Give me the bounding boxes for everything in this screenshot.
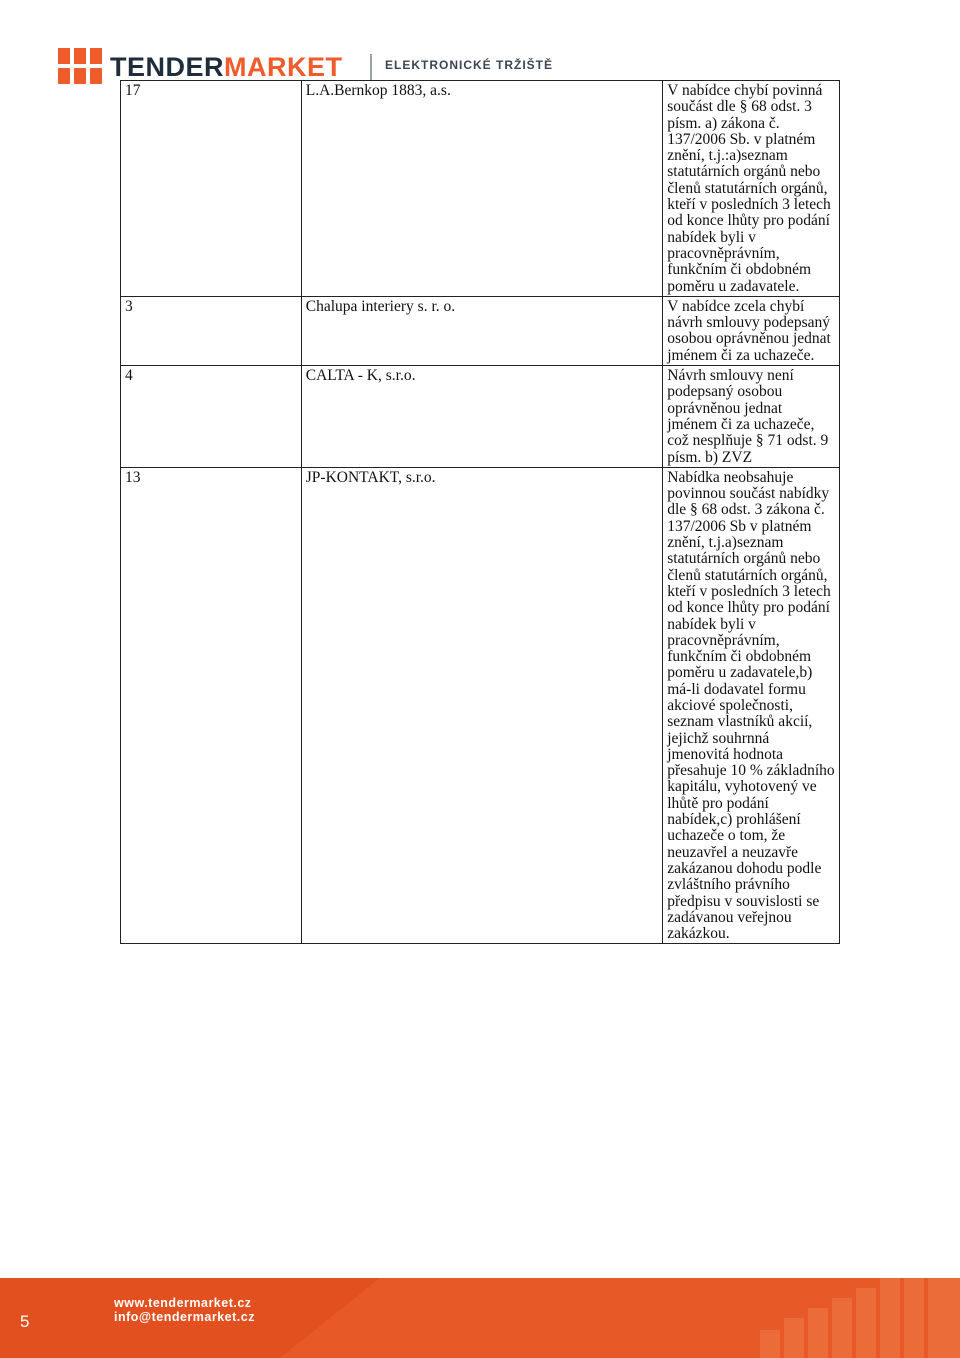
logo-wordmark: [110, 50, 343, 84]
footer-contacts: [114, 1296, 255, 1324]
exclusion-reason: Návrh smlouvy není podepsaný osobou oprávněnou jednat jménem či za uchazeče, což nesplňuje § 71 odst. 9 písm. b) ZVZ: [663, 366, 840, 468]
bidder-name: CALTA - K, s.r.o.: [301, 366, 663, 468]
page-footer: [0, 1278, 960, 1358]
email-link[interactable]: info@tendermarket.cz: [114, 1310, 255, 1324]
table-row: [121, 81, 840, 297]
row-number: 3: [121, 296, 302, 365]
excluded-bids-table: [120, 80, 840, 944]
table-row: [121, 366, 840, 468]
row-number: 17: [121, 81, 302, 297]
exclusion-reason: Nabídka neobsahuje povinnou součást nabídky dle § 68 odst. 3 zákona č. 137/2006 Sb v platném znění, t.j.a)seznam statutárních orgánů nebo členů statutárních orgánů, kteří v posledních 3 letech od konce lhůty pro podání nabídek byli v pracovněprávním, funkčním či obdobném poměru u zadavatele,b) má-li dodavatel formu akciové společnosti, seznam vlastníků akcií, jejichž souhrnná jmenovitá hodnota přesahuje 10 % základního kapitálu, vyhotovený ve lhůtě pro podání nabídek,c) prohlášení uchazeče o tom, že neuzavřel a neuzavře zakázanou dohodu podle zvláštního právního předpisu v souvislosti se zadávanou veřejnou zakázkou.: [663, 467, 840, 944]
table-row: [121, 467, 840, 944]
row-number: 4: [121, 366, 302, 468]
tendermarket-logo-icon: [58, 48, 102, 84]
table-row: [121, 296, 840, 365]
bidder-name: JP-KONTAKT, s.r.o.: [301, 467, 663, 944]
logo-divider: [370, 54, 372, 80]
page-number: 5: [20, 1312, 30, 1331]
logo-word-tender: TENDER: [110, 52, 225, 82]
logo-subtitle: ELEKTRONICKÉ TRŽIŠTĚ: [385, 58, 554, 72]
exclusion-reason: V nabídce zcela chybí návrh smlouvy podepsaný osobou oprávněnou jednat jménem či za uchazeče.: [663, 296, 840, 365]
bidder-name: L.A.Bernkop 1883, a.s.: [301, 81, 663, 297]
bidder-name: Chalupa interiery s. r. o.: [301, 296, 663, 365]
website-link[interactable]: www.tendermarket.cz: [114, 1296, 252, 1310]
logo-word-market: MARKET: [224, 52, 343, 82]
exclusion-reason: V nabídce chybí povinná součást dle § 68 odst. 3 písm. a) zákona č. 137/2006 Sb. v platném znění, t.j.:a)seznam statutárních orgánů nebo členů statutárních orgánů, kteří v posledních 3 letech od konce lhůty pro podání nabídek byli v pracovněprávním, funkčním či obdobném poměru u zadavatele.: [663, 81, 840, 297]
row-number: 13: [121, 467, 302, 944]
